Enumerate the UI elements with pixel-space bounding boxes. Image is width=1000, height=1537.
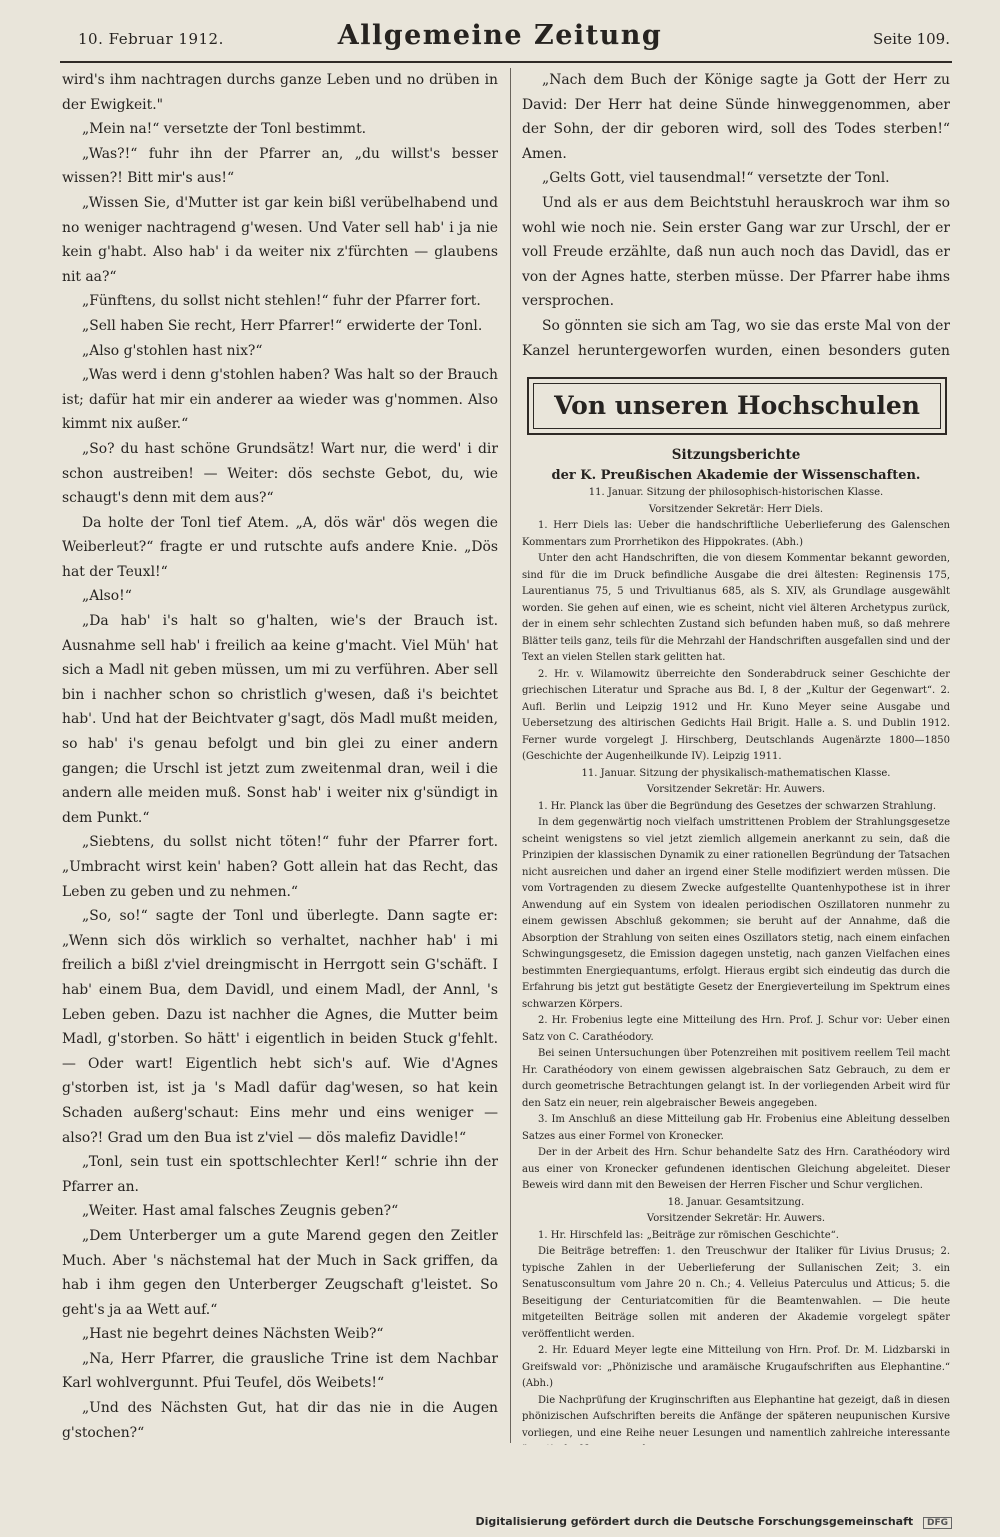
paragraph: Da holte der Tonl tief Atem. „A, dös wär' dös wegen die Weiberleut?“ fragte er und rutschte aufs andere Knie. „Dös hat der Teuxl!“ (62, 514, 498, 580)
report-session-line: Vorsitzender Sekretär: Hr. Auwers. (646, 784, 826, 795)
footer-credit: Digitalisierung gefördert durch die Deutsche Forschungsgemeinschaft (475, 1515, 914, 1528)
report-paragraph: Bei seinen Untersuchungen über Potenzreihen mit positivem reellem Teil macht Hr. Carathéodory von einem gewissen algebraischen Satz Gebrauch, zu dem er durch geometrische Betrachtungen gelangt ist. In der vorliegenden Arbeit wird für den Satz ein neuer, rein algebraischer Beweis angegeben. (522, 1048, 950, 1109)
report-paragraph: 2. Hr. Eduard Meyer legte eine Mitteilung von Hrn. Prof. Dr. M. Lidzbarski in Greifswald vor: „Phönizische und aramäische Krugaufschriften aus Elephantine.“ (Abh.) (522, 1345, 950, 1389)
report-paragraph: Die Beiträge betreffen: 1. den Treuschwur der Italiker für Livius Drusus; 2. typische Zahlen in der Ueberlieferung der Sullanischen Zeit; 3. ein Senatusconsultum vom Jahre 20 n. Ch.; 4. Velleius Paterculus und Atticus; 5. die Beseitigung der Centuriatcomitien für die Beamtenwahlen. — Die heute mitgeteilten Beiträge sollen mit anderen der Akademie vorgelegt später veröffentlicht werden. (522, 1246, 950, 1340)
section-banner-title: Von unseren Hochschulen (554, 391, 920, 420)
paragraph: „So? du hast schöne Grundsätz! Wart nur, die werd' i dir schon austreiben! — Weiter: dös sechste Gebot, du, wie schaugt's denn mit dem aus?“ (62, 440, 498, 507)
report-paragraph: 3. Im Anschluß an diese Mitteilung gab Hr. Frobenius eine Ableitung desselben Satzes aus einer Formel von Kronecker. (522, 1114, 950, 1142)
paragraph: „Fünftens, du sollst nicht stehlen!“ fuhr der Pfarrer fort. (82, 293, 481, 310)
academy-report (522, 445, 950, 1445)
paragraph: „Weiter. Hast amal falsches Zeugnis geben?“ (82, 1203, 399, 1220)
paragraph: So gönnten sie sich am Tag, wo sie das erste Mal von der Kanzel heruntergeworfen wurden, einen besonders guten (522, 317, 950, 359)
report-paragraph: Der in der Arbeit des Hrn. Schur behandelte Satz des Hrn. Carathéodory wird aus einer von Kronecker gefundenen identischen Gleichung abgeleitet. Dieser Beweis wird dann mit den Beweisen der Herren Fischer und Schur verglichen. (522, 1147, 950, 1191)
right-column-story-end (522, 68, 950, 368)
paragraph: „Hast nie begehrt deines Nächsten Weib?“ (82, 1326, 384, 1343)
paragraph: „Und des Nächsten Gut, hat dir das nie in die Augen g'stochen?“ (62, 1400, 498, 1441)
paragraph: „Was?!“ fuhr ihn der Pfarrer an, „du willst's besser wissen?! Bitt mir's aus!“ (62, 145, 498, 187)
report-paragraph: 1. Hr. Hirschfeld las: „Beiträge zur römischen Geschichte“. (538, 1229, 839, 1241)
digitization-footer (475, 1515, 952, 1529)
report-paragraph: 2. Hr. v. Wilamowitz überreichte den Sonderabdruck seiner Geschichte der griechischen Literatur und Sprache aus Bd. I, 8 der „Kultur der Gegenwart“. 2. Aufl. Berlin und Leipzig 1912 und Hr. Kuno Meyer seine Ausgabe und Uebersetzung des altirischen Gedichts Hail Brigit. Halle a. S. und Dublin 1912. Ferner wurde vorgelegt J. Hirschberg, Deutschlands Augenärzte 1800—1850 (Geschichte der Augenheilkunde IV). Leipzig 1911. (522, 668, 950, 762)
report-paragraph: 2. Hr. Frobenius legte eine Mitteilung des Hrn. Prof. J. Schur vor: Ueber einen Satz von C. Carathéodory. (522, 1015, 950, 1043)
report-session-line: 11. Januar. Sitzung der physikalisch-mathematischen Klasse. (581, 767, 891, 779)
paragraph: „Wissen Sie, d'Mutter ist gar kein bißl verübelhabend und no weniger nachtragend g'wesen. Und Vater sell hab' i ja nie kein g'habt. Also hab' i da weiter nix z'fürchten — glaubens nit aa?“ (62, 194, 498, 285)
paragraph: „Tonl, sein tust ein spottschlechter Kerl!“ schrie ihn der Pfarrer an. (62, 1154, 498, 1195)
report-paragraph: In dem gegenwärtig noch vielfach umstrittenen Problem der Strahlungsgesetze scheint wenigstens so viel jetzt ziemlich allgemein anerkannt zu sein, daß die Prinzipien der klassischen Dynamik zu einer rationellen Begründung der Tatsachen nicht ausreichen und daher an irgend einer Stelle modifiziert werden müssen. Die vom Vortragenden zu diesem Zwecke aufgestellte Quantenhypothese ist in ihrer Anwendung auf ein System von idealen periodischen Oszillatoren nunmehr zu einem gewissen Abschluß gekommen; sie beruht auf der Annahme, daß die Absorption der Strahlung von seiten eines Oszillators stetig, nach einem einfachen Schwingungsgesetz, die Emission dagegen unstetig, nach ganzen Vielfachen eines bestimmten Energiequantums, erfolgt. Hieraus ergibt sich eindeutig das durch die Erfahrung bis jetzt gut bestätigte Gesetz der Energieverteilung im Spektrum eines schwarzen Körpers. (522, 817, 950, 1010)
paragraph: „Gelts Gott, viel tausendmal!“ versetzte der Tonl. (542, 170, 890, 187)
paragraph: „Dem Unterberger um a gute Marend gegen den Zeitler Much. Aber 's nächstemal hat der Much in Sack griffen, da hab i ihm gegen den Unterberger Zeugschaft g'leistet. So geht's ja aa Wett auf.“ (62, 1227, 498, 1318)
paragraph: „Also!“ (82, 588, 132, 605)
report-session-line: 18. Januar. Gesamtsitzung. (667, 1196, 805, 1208)
paragraph: „Mein na!“ versetzte der Tonl bestimmt. (82, 121, 367, 138)
column-divider (510, 68, 511, 1443)
paragraph: „Also g'stohlen hast nix?“ (82, 342, 263, 359)
paragraph: „Sell haben Sie recht, Herr Pfarrer!“ erwiderte der Tonl. (82, 317, 483, 334)
left-column-story (62, 68, 498, 1448)
report-paragraph: Die Nachprüfung der Kruginschriften aus Elephantine hat gezeigt, daß in diesen phönizischen Aufschriften bereits die Anfänge der späteren neupunischen Kursive vorliegen, und eine Reihe neuer Lesungen und namentlich zahlreiche interessante (522, 1394, 950, 1439)
report-heading: Sitzungsberichte (671, 447, 801, 463)
report-session-line: 11. Januar. Sitzung der philosophisch-historischen Klasse. (588, 487, 884, 498)
report-subheading: der K. Preußischen Akademie der Wissenschaften. (551, 468, 921, 483)
dfg-logo: DFG (923, 1517, 952, 1529)
report-paragraph: Unter den acht Handschriften, die von diesem Kommentar bekannt geworden, sind für die im Druck befindliche Ausgabe die drei ältesten: Reginensis 175, Laurentianus 75, 5 und Trivultianus 685, als S. XIV, als Grundlage ausgewählt worden. Sie gehen auf einen, wie es scheint, nicht viel älteren Archetypus zurück, der in einem sehr schlechten Zustand sich befunden haben muß, so daß mehrere Blätter teils ganz, teils für die Mehrzahl der Handschriften ausgefallen sind und der Text an vielen Stellen stark gelitten hat. (522, 553, 950, 663)
report-paragraph: 1. Hr. Planck las über die Begründung des Gesetzes der schwarzen Strahlung. (538, 800, 937, 812)
paragraph: „Nach dem Buch der Könige sagte ja Gott der Herr zu David: Der Herr hat deine Sünde hinweggenommen, aber der Sohn, der dir geboren wird, soll des Todes sterben!“ Amen. (522, 72, 950, 162)
paragraph: „Was werd i denn g'stohlen haben? Was halt so der Brauch ist; dafür hat mir ein anderer aa wieder was g'nommen. Also kimmt nix außer.“ (62, 367, 498, 433)
paragraph: „Da hab' i's halt so g'halten, wie's der Brauch ist. Ausnahme sell hab' i freilich aa keine g'macht. Viel Müh' hat sich a Madl nit geben müssen, um mi zu verführen. Aber sell bin i nachher schon so christlich g'wesen, daß i's beichtet hab'. Und hat der Beichtvater g'sagt, dös Madl mußt meiden, so hab' i's genau befolgt und bin glei zu einer andern gangen; die Urschl ist jetzt zum zweitenmal dran, weil i die andern alle meiden muß. Sonst hab' i weiter nix g'sündigt in dem Punkt.“ (62, 613, 498, 826)
paragraph: wird's ihm nachtragen durchs ganze Leben und no drüben in der Ewigkeit." (62, 72, 498, 113)
paragraph: Und als er aus dem Beichtstuhl herauskroch war ihm so wohl wie noch nie. Sein erster Gang war zur Urschl, der er voll Freude erzählte, daß nun auch noch das Davidl, das er von der Agnes hatte, sterben müsse. Der Pfarrer habe ihms versprochen. (522, 194, 950, 310)
paragraph: „So, so!“ sagte der Tonl und überlegte. Dann sagte er: „Wenn sich dös wirklich so verhaltet, nachher hab' i mi freilich a bißl z'viel dreingmischt in Herrgott sein G'schäft. I hab' einem Bua, dem Davidl, und einem Madl, der Annl, 's Leben geben. Dazu ist nachher die Agnes, die Mutter beim Madl, g'storben. So hätt' i eigentlich in beiden Stuck g'fehlt. — Oder wart! Eigentlich hebt sich's auf. Wie d'Agnes g'storben ist, ist ja 's Madl dafür dag'wesen, so hat kein Schaden außerg'schaut: Eins mehr und eins weniger — also?! Grad um den Bua ist z'viel — dös malefiz Davidle!“ (62, 908, 498, 1146)
paragraph (62, 1445, 498, 1448)
report-session-line: Vorsitzender Sekretär: Hr. Auwers. (646, 1213, 826, 1224)
section-banner (527, 377, 947, 435)
page-number: Seite 109. (872, 30, 950, 48)
report-session-line: Vorsitzender Sekretär: Herr Diels. (648, 503, 824, 515)
report-items (522, 485, 950, 1445)
paragraph: „Na, Herr Pfarrer, die grausliche Trine ist dem Nachbar Karl wohlvergunnt. Pfui Teufel, dös Weibets!“ (62, 1350, 498, 1392)
paragraph: „Siebtens, du sollst nicht töten!“ fuhr der Pfarrer fort. „Umbracht wirst kein' haben? Gott allein hat das Recht, das Leben zu geben und zu nehmen.“ (62, 834, 498, 900)
header-rule (60, 61, 952, 63)
issue-date: 10. Februar 1912. (78, 30, 224, 48)
report-paragraph: 1. Herr Diels las: Ueber die handschriftliche Ueberlieferung des Galenschen Kommentars zum Prorrhetikon des Hippokrates. (Abh.) (522, 520, 950, 548)
masthead-title: Allgemeine Zeitung (337, 20, 663, 51)
